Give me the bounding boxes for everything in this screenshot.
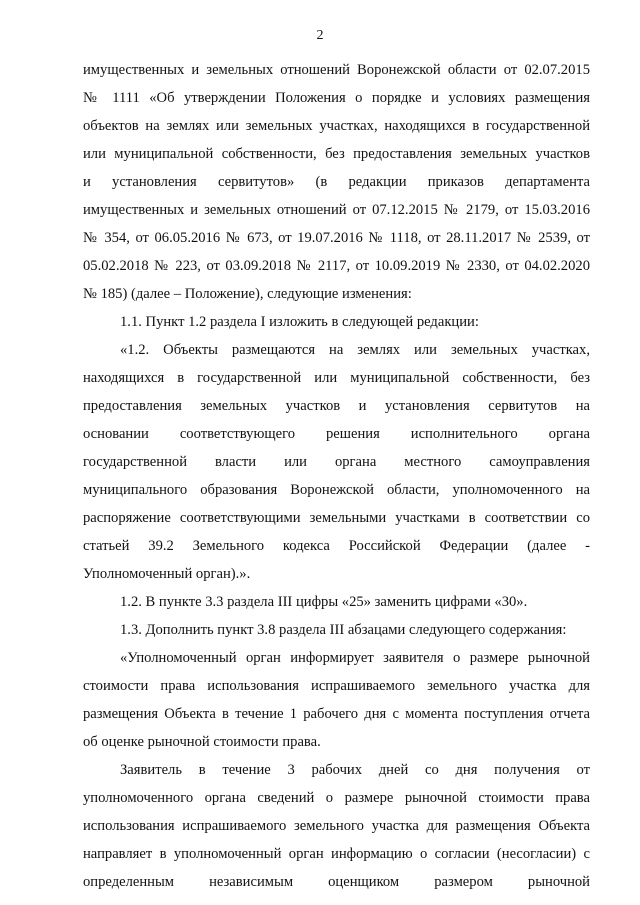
text-line: объектов на землях или земельных участках, находящихся в государственной xyxy=(83,118,590,134)
paragraph-1-2: 1.2. В пункте 3.3 раздела III цифры «25» заменить цифрами «30». xyxy=(120,594,528,610)
paragraph-1-3: 1.3. Дополнить пункт 3.8 раздела III абзацами следующего содержания: xyxy=(120,622,567,638)
text-line: находящихся в государственной или муниципальной собственности, без xyxy=(83,370,590,386)
text-line: муниципального образования Воронежской области, уполномоченного на xyxy=(83,482,590,498)
text-line: определенным независимым оценщиком размером рыночной xyxy=(83,874,590,890)
text-line: направляет в уполномоченный орган информацию о согласии (несогласии) с xyxy=(83,846,590,862)
quote-start: «Уполномоченный орган информирует заявителя о размере рыночной xyxy=(120,650,590,666)
text-line: № 1111 «Об утверждении Положения о порядке и условиях размещения xyxy=(83,90,590,106)
text-line: использования испрашиваемого земельного участка для размещения Объекта xyxy=(83,818,590,834)
text-line: статьей 39.2 Земельного кодекса Российской Федерации (далее - xyxy=(83,538,590,554)
text-line: государственной власти или органа местного самоуправления xyxy=(83,454,590,470)
text-line: об оценке рыночной стоимости права. xyxy=(83,734,321,750)
text-line: основании соответствующего решения исполнительного органа xyxy=(83,426,590,442)
page-number: 2 xyxy=(316,28,324,43)
text-line: распоряжение соответствующими земельными участками в соответствии со xyxy=(83,510,590,526)
text-line: уполномоченного органа сведений о размере рыночной стоимости права xyxy=(83,790,590,806)
quote-1-2-start: «1.2. Объекты размещаются на землях или земельных участках, xyxy=(120,342,590,358)
text-line: имущественных и земельных отношений от 07.12.2015 № 2179, от 15.03.2016 xyxy=(83,202,590,218)
text-line: размещения Объекта в течение 1 рабочего дня с момента поступления отчета xyxy=(83,706,590,722)
text-line: 05.02.2018 № 223, от 03.09.2018 № 2117, от 10.09.2019 № 2330, от 04.02.2020 xyxy=(83,258,590,274)
paragraph-applicant: Заявитель в течение 3 рабочих дней со дня получения от xyxy=(120,762,590,778)
text-line: или муниципальной собственности, без предоставления земельных участков xyxy=(83,146,590,162)
paragraph-1-1: 1.1. Пункт 1.2 раздела I изложить в следующей редакции: xyxy=(120,314,479,330)
text-line: Уполномоченный орган).». xyxy=(83,566,251,582)
text-line: предоставления земельных участков и установления сервитутов на xyxy=(83,398,590,414)
text-line: № 185) (далее – Положение), следующие изменения: xyxy=(83,286,412,302)
text-line: № 354, от 06.05.2016 № 673, от 19.07.2016 № 1118, от 28.11.2017 № 2539, от xyxy=(83,230,590,246)
text-line: и установления сервитутов» (в редакции приказов департамента xyxy=(83,174,590,190)
text-line: имущественных и земельных отношений Воронежской области от 02.07.2015 xyxy=(83,62,590,78)
text-line: стоимости права использования испрашиваемого земельного участка для xyxy=(83,678,590,694)
